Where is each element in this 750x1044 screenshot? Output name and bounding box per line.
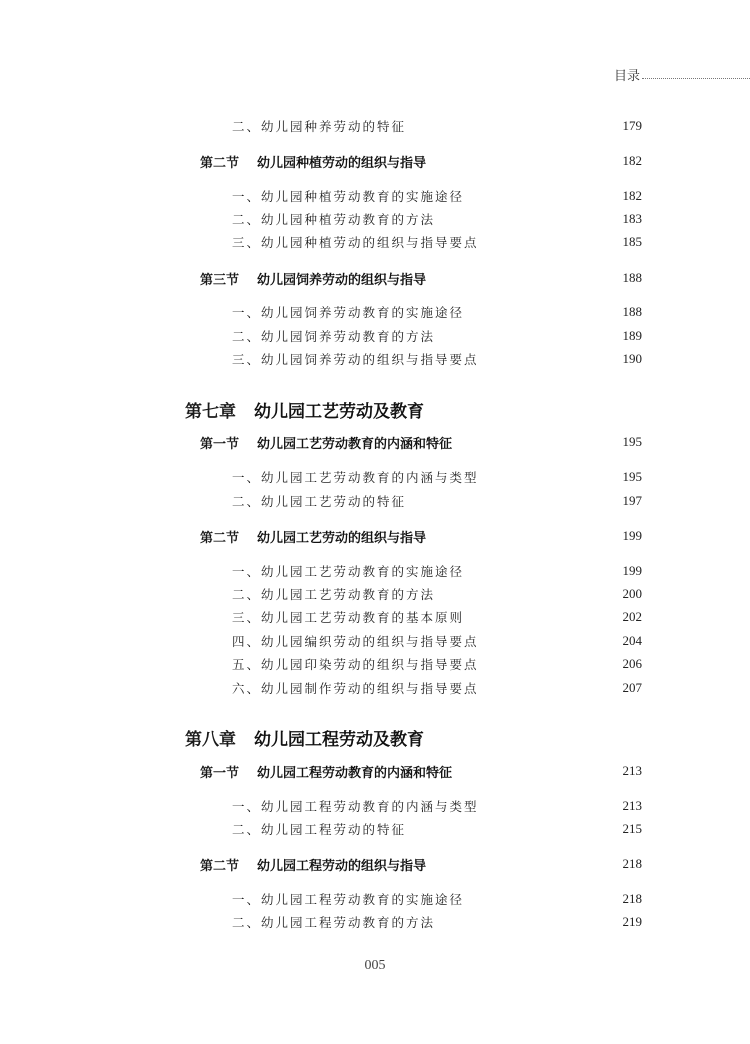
toc-item[interactable]	[232, 889, 464, 909]
toc-section-number: 第三节	[200, 272, 240, 288]
toc-chapter[interactable]	[185, 397, 424, 421]
toc-item[interactable]	[232, 796, 479, 816]
toc-section-number: 第二节	[200, 155, 240, 171]
toc-item[interactable]	[232, 186, 464, 206]
toc-item-label: 一、幼儿园种植劳动教育的实施途径	[232, 189, 465, 204]
toc-item[interactable]	[232, 116, 406, 136]
toc-chapter-title: 幼儿园工程劳动及教育	[254, 729, 424, 750]
toc-section[interactable]	[200, 432, 452, 452]
toc-section-title: 幼儿园工程劳动教育的内涵和特征	[257, 765, 453, 781]
toc-item[interactable]	[232, 467, 479, 487]
toc-item[interactable]	[232, 326, 435, 346]
toc-chapter-number: 第八章	[185, 729, 236, 750]
toc-item-label: 一、幼儿园工艺劳动教育的内涵与类型	[232, 470, 479, 485]
toc-section-number: 第二节	[200, 858, 240, 874]
toc-item[interactable]	[232, 491, 406, 511]
toc-section-title: 幼儿园工艺劳动教育的内涵和特征	[257, 436, 453, 452]
toc-item-label: 三、幼儿园种植劳动的组织与指导要点	[232, 235, 479, 250]
toc-section[interactable]	[200, 151, 426, 171]
running-header-label: 目录	[614, 68, 641, 84]
toc-section-title: 幼儿园工程劳动的组织与指导	[257, 858, 427, 874]
toc-item-label: 三、幼儿园饲养劳动的组织与指导要点	[232, 352, 479, 367]
toc-item-label: 一、幼儿园工艺劳动教育的实施途径	[232, 564, 465, 579]
toc-item-label: 六、幼儿园制作劳动的组织与指导要点	[232, 681, 479, 696]
toc-item-label: 一、幼儿园工程劳动教育的内涵与类型	[232, 799, 479, 814]
toc-item-label: 二、幼儿园种养劳动的特征	[232, 119, 407, 134]
toc-item[interactable]	[232, 349, 479, 369]
running-header	[614, 64, 750, 84]
toc-section-number: 第一节	[200, 436, 240, 452]
toc-section[interactable]	[200, 268, 426, 288]
toc-item-label: 二、幼儿园工程劳动教育的方法	[232, 915, 436, 930]
toc-item-label: 一、幼儿园工程劳动教育的实施途径	[232, 892, 465, 907]
toc-item-label: 二、幼儿园工艺劳动的特征	[232, 494, 407, 509]
toc-chapter-title: 幼儿园工艺劳动及教育	[254, 401, 424, 422]
toc-chapter[interactable]	[185, 725, 424, 749]
page-number: 005	[364, 958, 386, 973]
toc-section-title: 幼儿园饲养劳动的组织与指导	[257, 272, 427, 288]
toc-section-number: 第二节	[200, 530, 240, 546]
toc-item-label: 二、幼儿园工程劳动的特征	[232, 822, 407, 837]
toc-chapter-number: 第七章	[185, 401, 236, 422]
toc-item[interactable]	[232, 678, 479, 698]
toc-item-label: 二、幼儿园饲养劳动教育的方法	[232, 329, 436, 344]
header-dotted-leader	[642, 70, 750, 79]
toc-item-label: 五、幼儿园印染劳动的组织与指导要点	[232, 657, 479, 672]
toc-section-title: 幼儿园种植劳动的组织与指导	[257, 155, 427, 171]
toc-item-label: 三、幼儿园工艺劳动教育的基本原则	[232, 610, 465, 625]
toc-item-label: 二、幼儿园工艺劳动教育的方法	[232, 587, 436, 602]
toc-item[interactable]	[232, 631, 479, 651]
toc-item[interactable]	[232, 209, 435, 229]
toc-item-label: 四、幼儿园编织劳动的组织与指导要点	[232, 634, 479, 649]
toc-item[interactable]	[232, 607, 464, 627]
toc-item-label: 一、幼儿园饲养劳动教育的实施途径	[232, 305, 465, 320]
toc-item[interactable]	[232, 654, 479, 674]
toc-item[interactable]	[232, 912, 435, 932]
toc-section[interactable]	[200, 854, 426, 874]
toc-item[interactable]	[232, 561, 464, 581]
toc-section[interactable]	[200, 761, 452, 781]
toc-item-label: 二、幼儿园种植劳动教育的方法	[232, 212, 436, 227]
toc-section[interactable]	[200, 526, 426, 546]
toc-item[interactable]	[232, 302, 464, 322]
toc-section-number: 第一节	[200, 765, 240, 781]
toc-item[interactable]	[232, 584, 435, 604]
toc-item[interactable]	[232, 232, 479, 252]
toc-section-title: 幼儿园工艺劳动的组织与指导	[257, 530, 427, 546]
toc-item[interactable]	[232, 819, 406, 839]
